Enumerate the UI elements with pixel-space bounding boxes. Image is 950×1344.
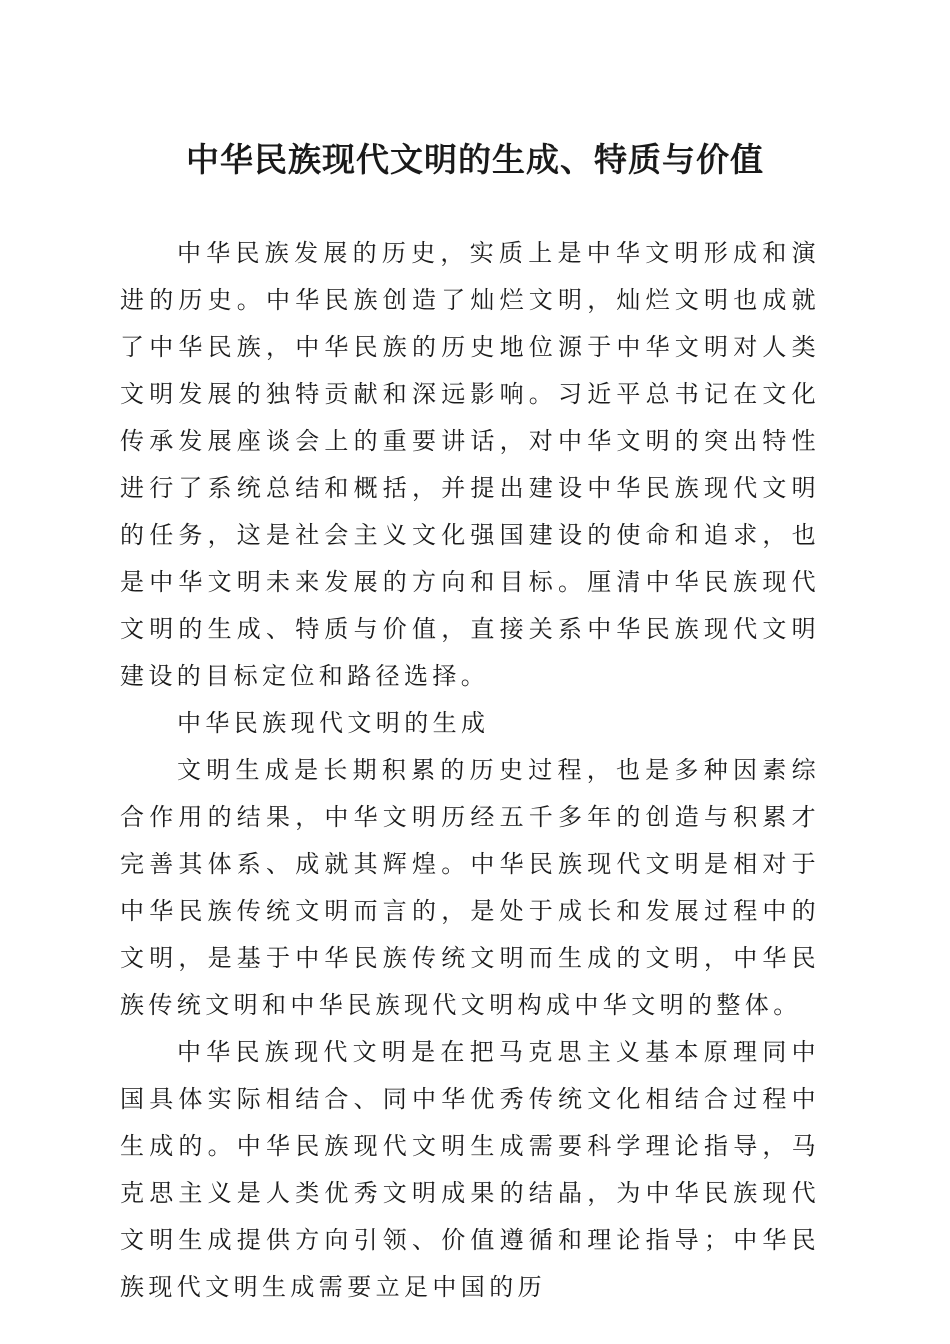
paragraph-marxism: 中华民族现代文明是在把马克思主义基本原理同中国具体实际相结合、同中华优秀传统文化相结合过程中生成的。中华民族现代文明生成需要科学理论指导，马克思主义是人类优秀文明成果的结晶，为中华民族现代文明生成提供方向引领、价值遵循和理论指导；中华民族现代文明生成需要立足中国的历 bbox=[120, 1038, 820, 1301]
paragraph-generation: 文明生成是长期积累的历史过程，也是多种因素综合作用的结果，中华文明历经五千多年的创造与积累才完善其体系、成就其辉煌。中华民族现代文明是相对于中华民族传统文明而言的，是处于成长和发展过程中的文明，是基于中华民族传统文明而生成的文明，中华民族传统文明和中华民族现代文明构成中华文明的整体。 bbox=[120, 756, 820, 1019]
paragraph-intro: 中华民族发展的历史，实质上是中华文明形成和演进的历史。中华民族创造了灿烂文明，灿烂文明也成就了中华民族，中华民族的历史地位源于中华文明对人类文明发展的独特贡献和深远影响。习近平总书记在文化传承发展座谈会上的重要讲话，对中华文明的突出特性进行了系统总结和概括，并提出建设中华民族现代文明的任务，这是社会主义文化强国建设的使命和追求，也是中华文明未来发展的方向和目标。厘清中华民族现代文明的生成、特质与价值，直接关系中华民族现代文明建设的目标定位和路径选择。 bbox=[120, 239, 820, 690]
document-body bbox=[120, 230, 820, 1311]
document-title: 中华民族现代文明的生成、特质与价值 bbox=[186, 140, 764, 179]
section-heading: 中华民族现代文明的生成 bbox=[177, 709, 490, 737]
